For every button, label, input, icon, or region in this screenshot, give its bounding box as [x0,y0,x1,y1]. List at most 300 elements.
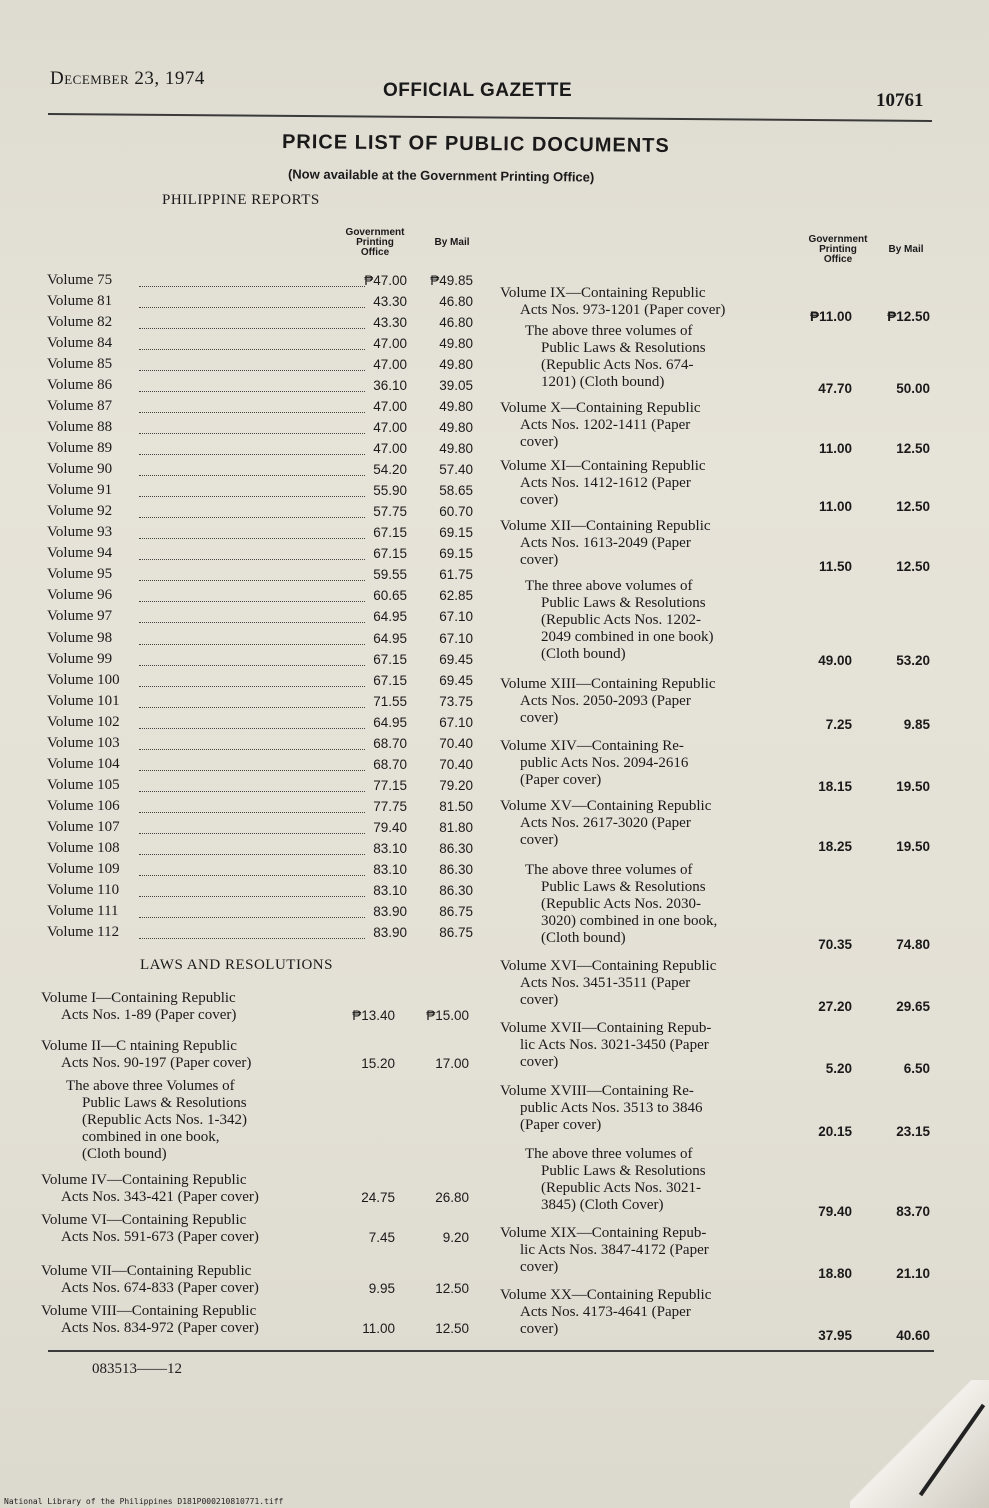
entry-line: (Cloth bound) [82,1146,167,1162]
gpo-price: ₱47.00 [364,273,407,288]
entry-line: The above three volumes of [525,323,693,339]
gpo-price: 67.15 [373,651,407,667]
mail-price: 73.75 [439,693,473,709]
volume-row [47,713,473,735]
laws-resolutions-heading: LAWS AND RESOLUTIONS [140,957,333,973]
left-mail-column-header: By Mail [434,237,470,248]
entry-description [41,990,236,1024]
mail-price: 86.75 [439,924,473,940]
volume-row [47,902,473,924]
header-title: OFFICIAL GAZETTE [383,80,573,101]
mail-price: 39.05 [439,378,473,394]
volume-label: Volume 103 [47,734,120,751]
leader-dots [139,328,365,329]
entry-line: Volume X—Containing Republic [500,400,701,416]
gpo-price: 15.20 [361,1056,395,1071]
mail-price: 9.85 [903,717,930,732]
gpo-price: 47.70 [818,381,852,396]
volume-label: Volume 104 [47,755,120,772]
volume-row [47,755,473,777]
gpo-price: 20.15 [818,1124,852,1139]
gpo-price: 83.90 [373,924,407,940]
leader-dots [139,496,365,497]
gpo-price: 49.00 [818,653,852,668]
entry-line: cover) [520,1321,559,1337]
header-date: December 23, 1974 [50,68,205,89]
mail-price: 12.50 [435,1281,469,1296]
leader-dots [139,896,365,897]
entry-line: (Paper cover) [520,772,602,788]
entry-line: Volume II—C ntaining Republic [41,1038,237,1054]
entry-line: Acts Nos. 1613-2049 (Paper [520,535,691,551]
volume-label: Volume 110 [47,881,120,898]
volume-label: Volume 97 [47,608,113,625]
entry-line: cover) [520,992,559,1008]
entry-description [500,400,701,451]
volume-label: Volume 109 [47,860,120,877]
entry-description [500,798,711,849]
volume-label: Volume 107 [47,818,120,835]
leader-dots [139,644,365,645]
entry-line: Public Laws & Resolutions [541,340,706,356]
volume-row [47,881,473,903]
mail-price: 57.40 [439,462,473,478]
entry-description [500,458,706,509]
volume-label: Volume 88 [47,419,113,436]
mail-price: 62.85 [439,588,473,604]
mail-price: 70.40 [439,756,473,772]
philippine-reports-heading: PHILIPPINE REPORTS [162,192,320,208]
mail-price: 46.80 [439,294,473,310]
entry-line: public Acts Nos. 3513 to 3846 [520,1100,703,1116]
mail-price: 81.50 [439,798,473,814]
gpo-price: 27.20 [818,999,852,1014]
gpo-price: 79.40 [818,1204,852,1219]
leader-dots [139,412,365,413]
entry-line: lic Acts Nos. 3021-3450 (Paper [520,1037,709,1053]
entry-line: cover) [520,832,559,848]
volume-label: Volume 87 [47,398,113,415]
mail-price: 9.20 [442,1230,469,1245]
entry-line: 1201) (Cloth bound) [541,374,665,390]
gpo-price: 47.00 [373,336,407,352]
entry-description [41,1263,259,1297]
entry-line: Volume XI—Containing Republic [500,458,706,474]
leader-dots [139,349,365,350]
volume-row [47,419,473,440]
gpo-price: 60.65 [373,588,407,604]
entry-line: The above three volumes of [525,862,693,878]
mail-price: 69.15 [439,546,473,562]
mail-price: 69.15 [439,525,473,541]
gpo-price: 47.00 [373,441,407,457]
leader-dots [139,938,365,939]
volume-row [47,629,473,651]
volume-row [47,839,473,861]
entry-line: cover) [520,710,559,726]
volume-row [47,293,473,314]
volume-label: Volume 86 [47,377,113,394]
mail-price: 79.20 [439,777,473,793]
gpo-price: 24.75 [361,1190,395,1205]
gpo-price: 43.30 [373,315,407,331]
leader-dots [139,875,365,876]
mail-price: 12.50 [435,1321,469,1336]
gpo-price: 47.00 [373,399,407,415]
entry-line: Volume XV—Containing Republic [500,798,712,814]
leader-dots [139,728,365,729]
gpo-price: 83.90 [373,903,407,919]
volume-row [47,797,473,819]
mail-price: 86.30 [439,861,473,877]
entry-description [500,958,716,1009]
gpo-price: 70.35 [818,937,852,952]
mail-price: 86.30 [439,840,473,856]
gpo-price: 11.00 [818,499,852,514]
mail-price: 67.10 [439,714,473,730]
leader-dots [139,749,365,750]
gpo-price: 67.15 [373,546,407,562]
entry-description [41,1172,259,1206]
mail-price: 70.40 [439,735,473,751]
mail-price: 53.20 [896,653,930,668]
entry-line: Volume VIII—Containing Republic [41,1303,257,1319]
entry-description [525,323,706,391]
volume-row [47,587,473,608]
gpo-price: 64.95 [373,714,407,730]
entry-line: cover) [520,1259,559,1275]
entry-line: (Republic Acts Nos. 3021- [541,1180,701,1196]
volume-label: Volume 108 [47,839,120,856]
entry-line: Acts Nos. 1-89 (Paper cover) [61,1007,237,1023]
volume-label: Volume 105 [47,776,120,793]
volume-row [47,314,473,335]
gpo-price: 83.10 [373,882,407,898]
gpo-price: 55.90 [373,483,407,499]
volume-label: Volume 84 [47,335,113,352]
entry-line: The above three Volumes of [66,1078,235,1094]
gpo-price: 68.70 [373,735,407,751]
entry-line: The three above volumes of [525,578,693,594]
mail-price: 23.15 [896,1124,930,1139]
gpo-price: 57.75 [373,504,407,520]
mail-price: 49.80 [439,357,473,373]
leader-dots [139,707,365,708]
gpo-price: 7.45 [368,1230,395,1245]
volume-row [47,566,473,587]
left-gpo-column-header: Government Printing Office [345,227,405,258]
mail-price: 86.75 [439,903,473,919]
entry-line: Volume XIX—Containing Repub- [500,1225,707,1241]
entry-line: Volume XIV—Containing Re- [500,738,684,754]
gpo-price: ₱11.00 [809,309,852,324]
leader-dots [139,580,365,581]
entry-description [500,738,688,789]
entry-line: Volume XIII—Containing Republic [500,676,716,692]
mail-price: 58.65 [439,483,473,499]
mail-price: 19.50 [896,839,930,854]
mail-price: 49.80 [439,399,473,415]
volume-label: Volume 94 [47,545,113,562]
gpo-price: ₱13.40 [352,1008,395,1023]
volume-row [47,734,473,756]
mail-price: 40.60 [896,1328,930,1343]
entry-description [500,1287,711,1338]
entry-line: Public Laws & Resolutions [541,595,706,611]
entry-line: Volume I—Containing Republic [41,990,236,1006]
gpo-price: 83.10 [373,840,407,856]
leader-dots [139,454,365,455]
entry-description [525,578,713,663]
mail-price: 69.45 [439,672,473,688]
gpo-price: 79.40 [373,819,407,835]
entry-description [41,1038,251,1072]
right-mail-column-header: By Mail [888,244,924,255]
footer-code: 083513——12 [92,1361,182,1377]
volume-label: Volume 98 [47,629,113,646]
entry-line: Public Laws & Resolutions [82,1095,247,1111]
mail-price: ₱15.00 [426,1008,469,1023]
volume-row [47,503,473,524]
entry-line: Acts Nos. 1412-1612 (Paper [520,475,691,491]
volume-label: Volume 91 [47,482,113,499]
gpo-price: 37.95 [818,1328,852,1343]
gpo-price: 68.70 [373,756,407,772]
entry-description [500,518,711,569]
page-number: 10761 [876,90,924,111]
volume-row [47,776,473,798]
mail-price: 83.70 [896,1204,930,1219]
mail-price: 60.70 [439,504,473,520]
mail-price: 17.00 [435,1056,469,1071]
entry-line: Acts Nos. 1202-1411 (Paper [520,417,691,433]
leader-dots [139,307,365,308]
entry-line: Acts Nos. 834-972 (Paper cover) [61,1320,259,1336]
leader-dots [139,601,365,602]
mail-price: 67.10 [439,609,473,625]
leader-dots [139,686,365,687]
mail-price: 81.80 [439,819,473,835]
entry-line: Acts Nos. 343-421 (Paper cover) [61,1189,259,1205]
gpo-price: 11.00 [362,1321,395,1336]
mail-price: 6.50 [903,1061,930,1076]
mail-price: 74.80 [896,937,930,952]
volume-label: Volume 92 [47,503,113,520]
entry-line: Volume XX—Containing Republic [500,1287,712,1303]
entry-line: (Cloth bound) [541,646,626,662]
volume-label: Volume 99 [47,650,113,667]
mail-price: 67.10 [439,630,473,646]
volume-row [47,524,473,545]
entry-line: Volume XVII—Containing Repub- [500,1020,712,1036]
entry-line: Volume VII—Containing Republic [41,1263,252,1279]
entry-line: (Republic Acts Nos. 1202- [541,612,701,628]
volume-row [47,482,473,503]
leader-dots [139,833,365,834]
volume-label: Volume 112 [47,923,120,940]
entry-description [66,1078,247,1163]
entry-line: Acts Nos. 674-833 (Paper cover) [61,1280,259,1296]
volume-row [47,818,473,840]
leader-dots [139,538,365,539]
gpo-price: 67.15 [373,525,407,541]
volume-row [47,650,473,672]
volume-row [47,272,473,293]
gpo-price: 11.00 [818,441,852,456]
mail-price: 29.65 [896,999,930,1014]
gpo-price: 54.20 [373,462,407,478]
volume-label: Volume 93 [47,524,113,541]
mail-price: 46.80 [439,315,473,331]
volume-label: Volume 106 [47,797,120,814]
entry-line: Public Laws & Resolutions [541,879,706,895]
leader-dots [139,433,365,434]
page-corner-fold [850,1380,989,1508]
entry-description [525,1146,706,1214]
leader-dots [139,812,365,813]
entry-description [500,1225,709,1276]
mail-price: 49.80 [439,336,473,352]
leader-dots [139,517,365,518]
leader-dots [139,854,365,855]
volume-label: Volume 89 [47,440,113,457]
entry-line: lic Acts Nos. 3847-4172 (Paper [520,1242,709,1258]
mail-price: 12.50 [896,559,930,574]
entry-line: cover) [520,492,559,508]
entry-description [500,1083,703,1134]
entry-line: (Paper cover) [520,1117,602,1133]
volume-label: Volume 90 [47,461,113,478]
volume-row [47,461,473,482]
gpo-price: 43.30 [373,294,407,310]
volume-row [47,608,473,629]
entry-line: Volume XII—Containing Republic [500,518,711,534]
leader-dots [139,391,365,392]
volume-label: Volume 102 [47,713,120,730]
entry-line: Acts Nos. 591-673 (Paper cover) [61,1229,259,1245]
leader-dots [139,370,365,371]
scan-label: National Library of the Philippines D181P000210810771.tiff [4,1497,284,1506]
entry-line: Acts Nos. 2617-3020 (Paper [520,815,691,831]
gpo-price: 71.55 [373,693,407,709]
mail-price: 69.45 [439,651,473,667]
gpo-price: 5.20 [825,1061,852,1076]
entry-line: Volume IX—Containing Republic [500,285,706,301]
gpo-price: 59.55 [373,567,407,583]
volume-label: Volume 101 [47,692,120,709]
mail-price: ₱49.85 [430,273,473,288]
entry-line: Acts Nos. 4173-4641 (Paper [520,1304,691,1320]
volume-label: Volume 75 [47,272,113,288]
entry-line: cover) [520,434,559,450]
entry-description [500,676,716,727]
leader-dots [139,770,365,771]
entry-line: Volume IV—Containing Republic [41,1172,247,1188]
volume-row [47,356,473,377]
entry-line: combined in one book, [82,1129,220,1145]
gpo-price: 67.15 [373,672,407,688]
entry-description [500,1020,711,1071]
leader-dots [139,286,365,287]
volume-label: Volume 82 [47,314,113,331]
volume-row [47,545,473,566]
mail-price: 49.80 [439,420,473,436]
gpo-price: 77.15 [373,777,407,793]
leader-dots [139,917,365,918]
entry-line: Volume XVIII—Containing Re- [500,1083,694,1099]
entry-line: 2049 combined in one book) [541,629,714,645]
volume-label: Volume 81 [47,293,113,310]
gpo-price: 18.80 [818,1266,852,1281]
mail-price: 12.50 [896,441,930,456]
gpo-price: 9.95 [368,1281,395,1296]
volume-row [47,923,473,945]
leader-dots [139,475,365,476]
gpo-price: 77.75 [373,798,407,814]
entry-description [525,862,717,947]
entry-line: 3020) combined in one book, [541,913,718,929]
volume-row [47,398,473,419]
gpo-price: 83.10 [373,861,407,877]
gpo-price: 64.95 [373,630,407,646]
entry-line: The above three volumes of [525,1146,693,1162]
mail-price: ₱12.50 [887,309,930,324]
mail-price: 61.75 [439,567,473,583]
leader-dots [139,559,365,560]
gpo-price: 64.95 [373,609,407,625]
gpo-price: 18.25 [818,839,852,854]
gpo-price: 47.00 [373,357,407,373]
entry-line: Acts Nos. 3451-3511 (Paper [520,975,691,991]
entry-line: 3845) (Cloth Cover) [541,1197,664,1213]
entry-description [500,285,725,319]
gpo-price: 47.00 [373,420,407,436]
entry-line: (Republic Acts Nos. 2030- [541,896,701,912]
entry-line: cover) [520,552,559,568]
page-title: PRICE LIST OF PUBLIC DOCUMENTS [281,130,670,158]
entry-line: (Republic Acts Nos. 1-342) [82,1112,247,1128]
volume-row [47,440,473,461]
volume-label: Volume 100 [47,671,120,688]
leader-dots [139,622,365,623]
mail-price: 49.80 [439,441,473,457]
volume-label: Volume 111 [47,902,119,919]
header-rule [48,113,932,122]
volume-row [47,377,473,398]
entry-line: (Republic Acts Nos. 674- [541,357,694,373]
volume-label: Volume 95 [47,566,113,583]
entry-line: Volume XVI—Containing Republic [500,958,717,974]
gpo-price: 18.15 [818,779,852,794]
page-subtitle: (Now available at the Government Printing Office) [287,166,595,185]
entry-description [41,1303,259,1337]
entry-line: public Acts Nos. 2094-2616 [520,755,689,771]
gpo-price: 11.50 [818,559,852,574]
footer-rule [48,1350,934,1352]
entry-line: Acts Nos. 90-197 (Paper cover) [61,1055,252,1071]
entry-description [41,1212,259,1246]
volume-row [47,692,473,714]
volume-row [47,671,473,693]
entry-line: Acts Nos. 2050-2093 (Paper [520,693,691,709]
entry-line: cover) [520,1054,559,1070]
gpo-price: 7.25 [825,717,852,732]
entry-line: (Cloth bound) [541,930,626,946]
volume-row [47,335,473,356]
leader-dots [139,665,365,666]
volume-label: Volume 96 [47,587,113,604]
volume-row [47,860,473,882]
